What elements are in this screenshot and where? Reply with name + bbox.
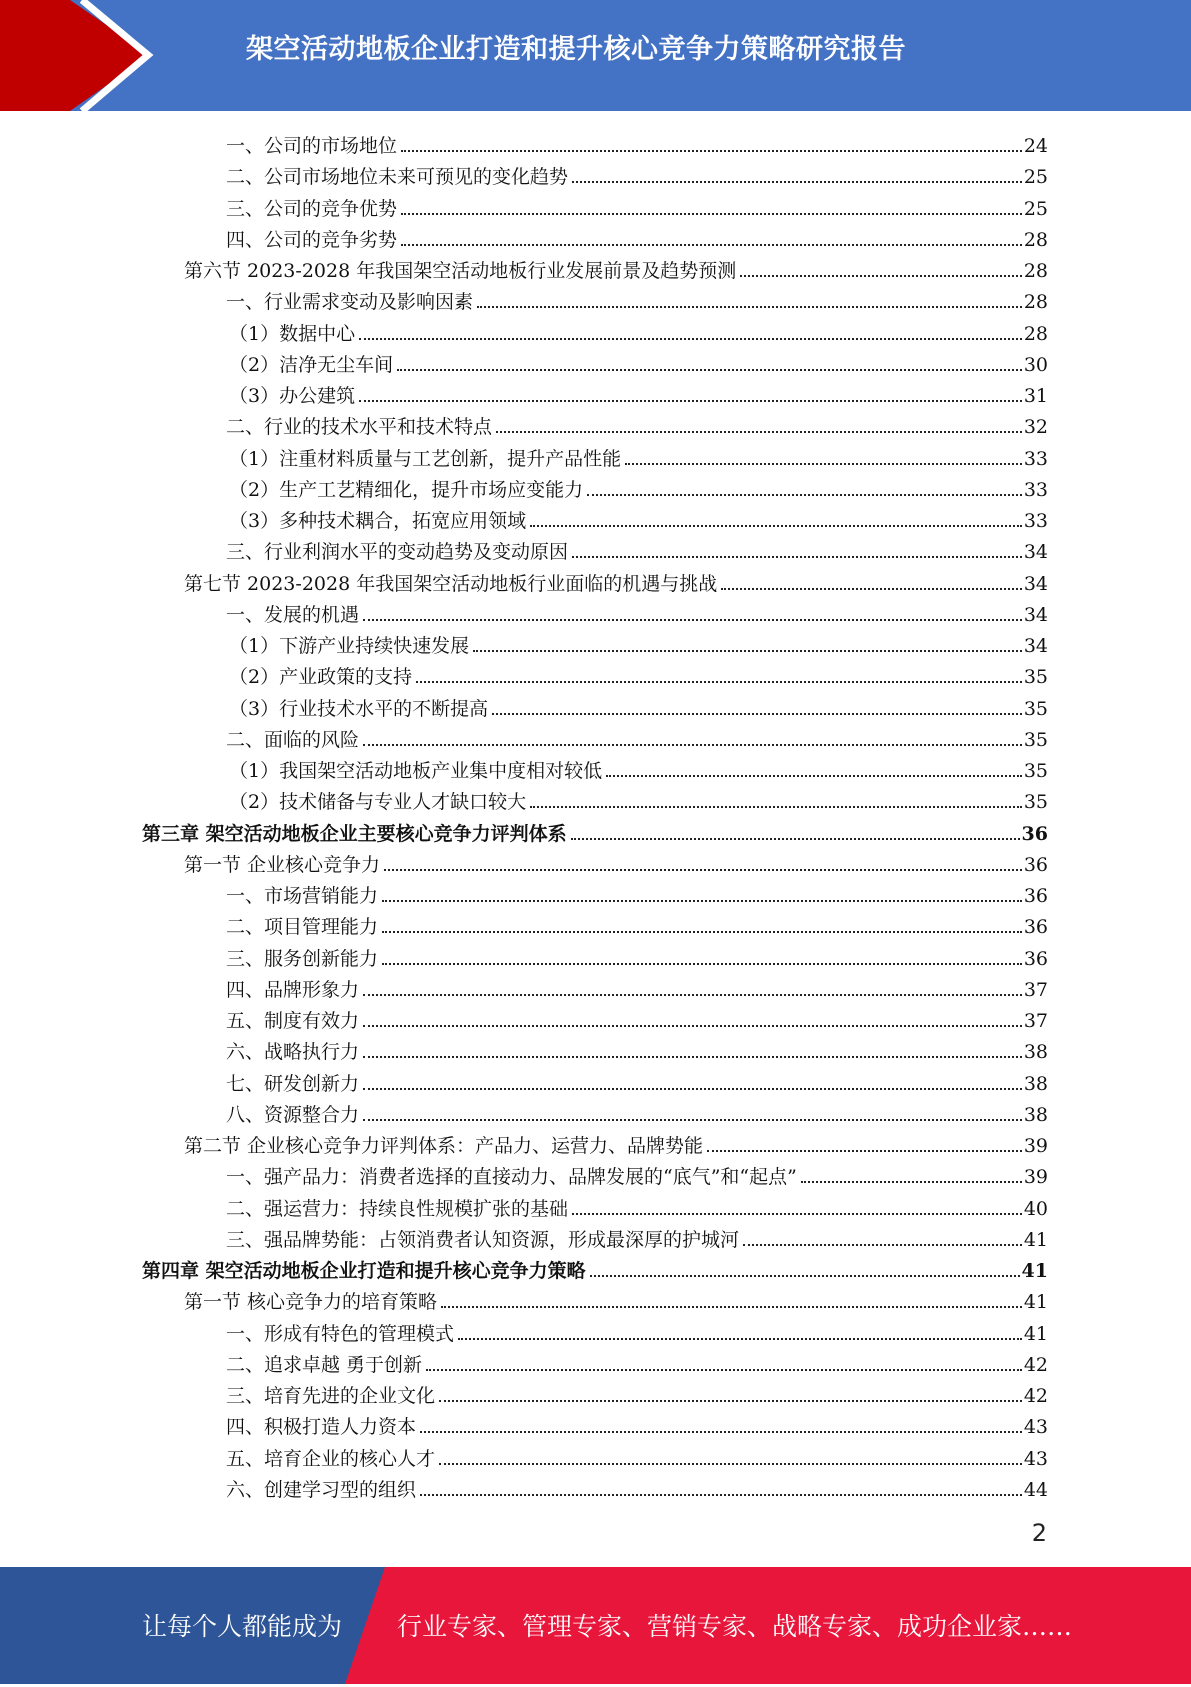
toc-entry[interactable] — [229, 502, 1048, 533]
toc-entry-page: 44 — [1023, 1478, 1048, 1501]
toc-dot-leader — [382, 900, 1022, 902]
toc-entry-title: 第一节 核心竞争力的培育策略 — [184, 1291, 438, 1314]
toc-entry-page: 24 — [1023, 135, 1048, 157]
toc-entry-page: 35 — [1023, 760, 1048, 782]
page-header — [0, 0, 1191, 111]
toc-chapter-entry[interactable] — [142, 815, 1048, 846]
toc-entry-page: 35 — [1023, 666, 1048, 689]
toc-chapter-entry[interactable] — [142, 1252, 1048, 1283]
toc-entry-title: 二、项目管理能力 — [226, 916, 379, 939]
toc-section-entry[interactable] — [184, 846, 1048, 877]
toc-entry-title: 二、行业的技术水平和技术特点 — [226, 416, 493, 439]
toc-entry-page: 36 — [1021, 822, 1048, 845]
toc-entry[interactable] — [226, 283, 1048, 314]
toc-dot-leader — [363, 1056, 1022, 1058]
toc-entry-title: （2）产业政策的支持 — [229, 666, 413, 689]
toc-entry-title: 五、制度有效力 — [226, 1010, 360, 1032]
toc-entry-page: 31 — [1023, 385, 1048, 407]
toc-entry-page: 38 — [1023, 1072, 1048, 1095]
toc-dot-leader — [606, 775, 1022, 777]
toc-entry[interactable] — [226, 1096, 1048, 1127]
toc-dot-leader — [572, 556, 1022, 558]
toc-entry-title: 三、培育先进的企业文化 — [226, 1385, 436, 1407]
toc-dot-leader — [363, 619, 1022, 621]
toc-entry[interactable] — [226, 940, 1048, 971]
toc-dot-leader — [359, 338, 1022, 340]
toc-dot-leader — [420, 1494, 1022, 1496]
toc-entry-title: （1）注重材料质量与工艺创新，提升产品性能 — [229, 447, 622, 470]
toc-entry[interactable] — [226, 1221, 1048, 1252]
toc-dot-leader — [401, 213, 1022, 215]
toc-entry[interactable] — [226, 158, 1048, 189]
toc-entry-title: 四、积极打造人力资本 — [226, 1416, 417, 1439]
toc-entry-page: 39 — [1023, 1166, 1048, 1189]
toc-entry-page: 41 — [1023, 1322, 1048, 1345]
toc-entry-page: 34 — [1023, 572, 1048, 595]
toc-entry-page: 42 — [1023, 1353, 1048, 1376]
toc-entry[interactable] — [226, 1408, 1048, 1439]
toc-dot-leader — [363, 1088, 1022, 1090]
toc-dot-leader — [420, 1431, 1022, 1433]
toc-entry-title: （1）数据中心 — [229, 322, 356, 345]
toc-entry-page: 36 — [1023, 853, 1048, 876]
toc-entry[interactable] — [226, 908, 1048, 939]
toc-entry[interactable] — [226, 127, 1048, 158]
toc-dot-leader — [530, 806, 1022, 808]
toc-entry-page: 28 — [1023, 322, 1048, 345]
toc-dot-leader — [401, 244, 1022, 246]
toc-entry-page: 41 — [1021, 1260, 1048, 1282]
toc-dot-leader — [496, 431, 1022, 433]
toc-entry-title: （1）下游产业持续快速发展 — [229, 635, 470, 657]
toc-dot-leader — [572, 181, 1022, 183]
toc-entry[interactable] — [226, 190, 1048, 221]
report-title: 架空活动地板企业打造和提升核心竞争力策略研究报告 — [246, 34, 906, 65]
page-number: 2 — [1031, 1519, 1047, 1547]
toc-entry[interactable] — [226, 877, 1048, 908]
toc-entry-page: 36 — [1023, 916, 1048, 939]
toc-entry[interactable] — [226, 408, 1048, 439]
toc-dot-leader — [473, 650, 1022, 652]
toc-entry-page: 30 — [1023, 353, 1048, 376]
toc-dot-leader — [363, 994, 1022, 996]
toc-entry-title: （3）行业技术水平的不断提高 — [229, 697, 489, 720]
toc-entry-title: 一、市场营销能力 — [226, 885, 379, 907]
toc-section-entry[interactable] — [184, 1127, 1048, 1158]
toc-section-entry[interactable] — [184, 565, 1048, 596]
toc-entry[interactable] — [226, 1440, 1048, 1471]
toc-entry-title: （2）洁净无尘车间 — [229, 353, 394, 376]
toc-dot-leader — [458, 1338, 1022, 1340]
toc-entry[interactable] — [229, 627, 1048, 658]
toc-entry[interactable] — [229, 440, 1048, 471]
toc-entry-title: 六、创建学习型的组织 — [226, 1478, 417, 1501]
toc-dot-leader — [363, 1119, 1022, 1121]
toc-entry-title: 三、服务创新能力 — [226, 947, 379, 970]
toc-entry-title: 一、行业需求变动及影响因素 — [226, 291, 474, 314]
toc-entry-page: 40 — [1023, 1197, 1048, 1220]
toc-entry[interactable] — [229, 690, 1048, 721]
toc-dot-leader — [625, 463, 1022, 465]
toc-dot-leader — [416, 681, 1022, 683]
toc-dot-leader — [382, 963, 1022, 965]
page-footer — [0, 1567, 1191, 1684]
toc-entry[interactable] — [229, 471, 1048, 502]
toc-entry-page: 33 — [1023, 510, 1048, 532]
toc-entry-page: 36 — [1023, 947, 1048, 970]
toc-entry-title: 三、行业利润水平的变动趋势及变动原因 — [226, 541, 569, 564]
toc-entry[interactable] — [229, 783, 1048, 814]
toc-entry-page: 28 — [1023, 260, 1048, 282]
toc-dot-leader — [571, 838, 1020, 840]
toc-entry-title: 二、公司市场地位未来可预见的变化趋势 — [226, 166, 569, 189]
toc-entry-title: （3）办公建筑 — [229, 385, 356, 407]
toc-entry-title: 第七节 2023-2028 年我国架空活动地板行业面临的机遇与挑战 — [184, 572, 718, 595]
toc-dot-leader — [743, 1244, 1022, 1246]
toc-dot-leader — [530, 525, 1022, 527]
toc-dot-leader — [740, 275, 1022, 277]
toc-entry-page: 34 — [1023, 541, 1048, 564]
toc-entry-page: 38 — [1023, 1041, 1048, 1064]
toc-entry[interactable] — [226, 221, 1048, 252]
toc-entry-page: 39 — [1023, 1135, 1048, 1157]
toc-dot-leader — [572, 1213, 1022, 1215]
toc-entry[interactable] — [226, 1377, 1048, 1408]
toc-entry-title: 一、形成有特色的管理模式 — [226, 1322, 455, 1345]
toc-entry-page: 35 — [1023, 697, 1048, 720]
toc-entry-page: 41 — [1023, 1291, 1048, 1314]
toc-entry[interactable] — [226, 1315, 1048, 1346]
toc-entry-page: 25 — [1023, 197, 1048, 220]
toc-entry-page: 32 — [1023, 416, 1048, 439]
toc-entry-title: 四、品牌形象力 — [226, 978, 360, 1001]
toc-entry-title: 三、强品牌势能：占领消费者认知资源，形成最深厚的护城河 — [226, 1228, 740, 1251]
toc-entry-title: 第二节 企业核心竞争力评判体系：产品力、运营力、品牌势能 — [184, 1135, 704, 1157]
toc-entry-page: 33 — [1023, 447, 1048, 470]
toc-entry-title: 七、研发创新力 — [226, 1072, 360, 1095]
toc-dot-leader — [363, 744, 1022, 746]
toc-dot-leader — [426, 1369, 1022, 1371]
toc-entry-title: 第六节 2023-2028 年我国架空活动地板行业发展前景及趋势预测 — [184, 260, 737, 282]
toc-entry-page: 36 — [1023, 885, 1048, 907]
toc-entry-title: 第四章 架空活动地板企业打造和提升核心竞争力策略 — [142, 1260, 586, 1282]
toc-dot-leader — [587, 494, 1022, 496]
toc-entry[interactable] — [229, 752, 1048, 783]
toc-entry-title: （2）技术储备与专业人才缺口较大 — [229, 791, 527, 814]
toc-entry-title: （1）我国架空活动地板产业集中度相对较低 — [229, 760, 603, 782]
toc-dot-leader — [439, 1400, 1022, 1402]
footer-slogan-left: 让每个人都能成为 — [142, 1612, 343, 1641]
toc-entry-title: （2）生产工艺精细化，提升市场应变能力 — [229, 478, 584, 501]
toc-dot-leader — [401, 150, 1022, 152]
toc-entry-page: 43 — [1023, 1416, 1048, 1439]
toc-dot-leader — [382, 931, 1022, 933]
toc-entry-title: 一、发展的机遇 — [226, 603, 360, 626]
toc-entry[interactable] — [226, 721, 1048, 752]
toc-entry[interactable] — [226, 1471, 1048, 1502]
toc-dot-leader — [384, 869, 1022, 871]
toc-dot-leader — [441, 1306, 1022, 1308]
toc-entry[interactable] — [229, 377, 1048, 408]
toc-entry-page: 35 — [1023, 728, 1048, 751]
toc-entry-title: 三、公司的竞争优势 — [226, 197, 398, 220]
toc-entry-page: 28 — [1023, 228, 1048, 251]
toc-entry-title: 八、资源整合力 — [226, 1103, 360, 1126]
toc-entry-page: 28 — [1023, 291, 1048, 314]
toc-entry-title: 第三章 架空活动地板企业主要核心竞争力评判体系 — [142, 822, 567, 845]
toc-entry-page: 41 — [1023, 1228, 1048, 1251]
toc-entry-page: 25 — [1023, 166, 1048, 189]
toc-entry[interactable] — [226, 1158, 1048, 1189]
toc-entry-title: 四、公司的竞争劣势 — [226, 228, 398, 251]
toc-entry-page: 35 — [1023, 791, 1048, 814]
toc-entry[interactable] — [226, 1190, 1048, 1221]
toc-entry-title: 第一节 企业核心竞争力 — [184, 853, 381, 876]
toc-entry-page: 34 — [1023, 603, 1048, 626]
toc-dot-leader — [707, 1150, 1022, 1152]
toc-dot-leader — [721, 588, 1022, 590]
toc-entry-title: 二、面临的风险 — [226, 728, 360, 751]
toc-entry[interactable] — [226, 596, 1048, 627]
toc-entry-page: 37 — [1023, 1010, 1048, 1032]
toc-entry-title: （3）多种技术耦合，拓宽应用领域 — [229, 510, 527, 532]
toc-entry-title: 六、战略执行力 — [226, 1041, 360, 1064]
toc-entry-page: 42 — [1023, 1385, 1048, 1407]
toc-entry-title: 五、培育企业的核心人才 — [226, 1447, 436, 1470]
toc-entry-title: 一、公司的市场地位 — [226, 135, 398, 157]
toc-entry-page: 33 — [1023, 478, 1048, 501]
toc-entry-page: 34 — [1023, 635, 1048, 657]
toc-section-entry[interactable] — [184, 1283, 1048, 1314]
toc-entry[interactable] — [226, 533, 1048, 564]
toc-entry-title: 二、追求卓越 勇于创新 — [226, 1353, 423, 1376]
toc-dot-leader — [363, 1025, 1022, 1027]
toc-dot-leader — [590, 1275, 1020, 1277]
footer-slogan-right: 行业专家、管理专家、营销专家、战略专家、成功企业家…… — [397, 1612, 1073, 1641]
toc-entry-title: 二、强运营力：持续良性规模扩张的基础 — [226, 1197, 569, 1220]
toc-dot-leader — [359, 400, 1022, 402]
toc-dot-leader — [397, 369, 1022, 371]
toc-entry-title: 一、强产品力：消费者选择的直接动力、品牌发展的“底气”和“起点” — [226, 1166, 797, 1189]
toc-entry[interactable] — [229, 315, 1048, 346]
toc-entry-page: 37 — [1023, 978, 1048, 1001]
toc-dot-leader — [801, 1181, 1022, 1183]
toc-dot-leader — [477, 306, 1022, 308]
toc-section-entry[interactable] — [184, 252, 1048, 283]
toc-entry[interactable] — [226, 1033, 1048, 1064]
toc-entry-page: 38 — [1023, 1103, 1048, 1126]
toc-entry[interactable] — [226, 1002, 1048, 1033]
toc-entry[interactable] — [226, 1065, 1048, 1096]
toc-dot-leader — [492, 713, 1022, 715]
toc-dot-leader — [439, 1463, 1022, 1465]
toc-entry[interactable] — [229, 346, 1048, 377]
toc-entry[interactable] — [229, 658, 1048, 689]
toc-entry[interactable] — [226, 971, 1048, 1002]
toc-entry[interactable] — [226, 1346, 1048, 1377]
toc-entry-page: 43 — [1023, 1447, 1048, 1470]
